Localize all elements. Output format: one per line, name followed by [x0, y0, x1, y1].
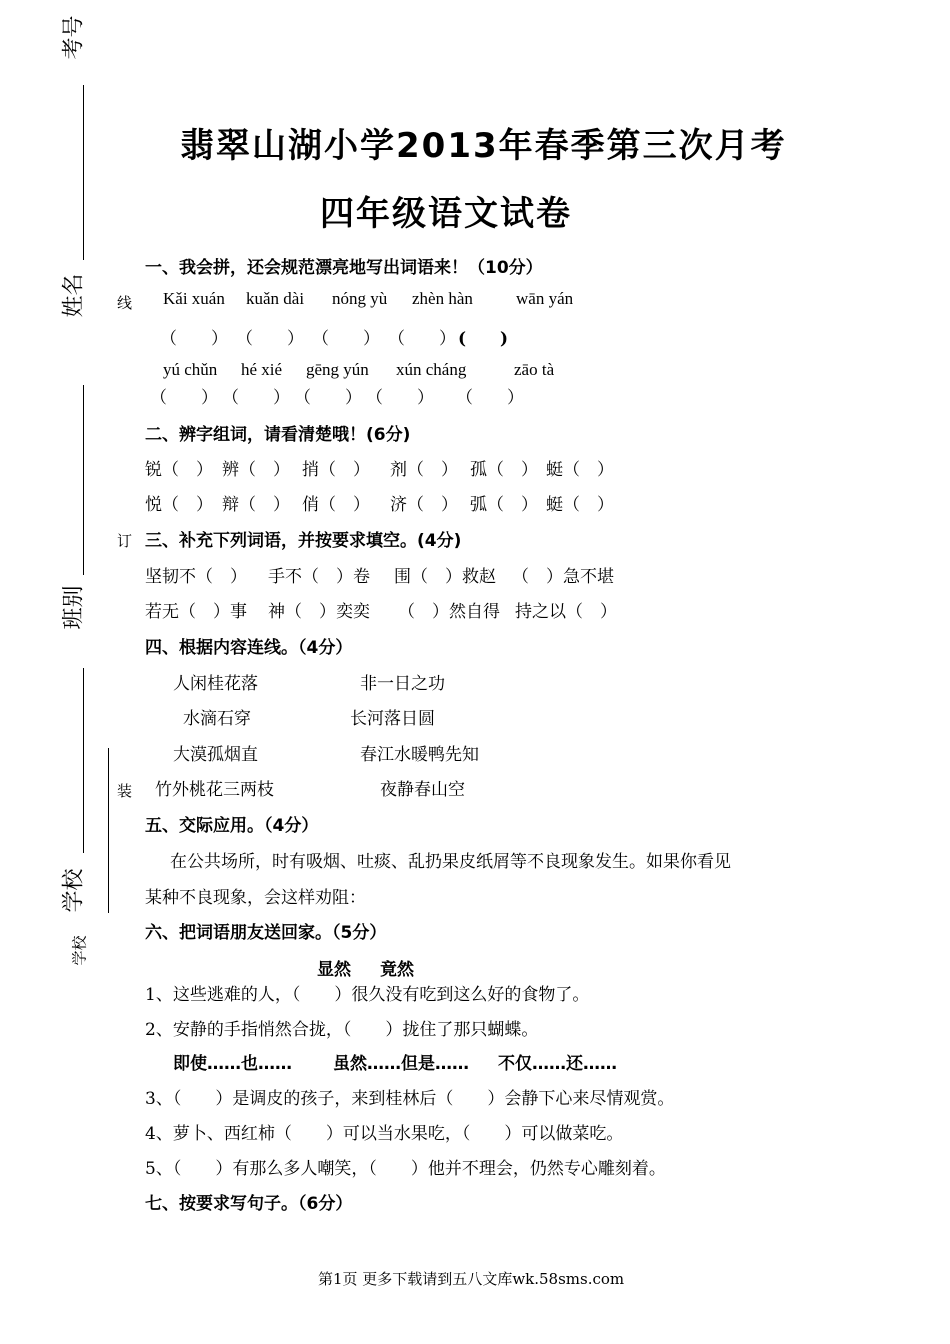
char-row-2 — [145, 490, 614, 515]
section-4-heading: 四、根据内容连线。（4分） — [145, 638, 353, 658]
match-left-item: 水滴石穿 — [183, 709, 251, 729]
blank-row-1 — [160, 324, 508, 349]
answer-blank[interactable]: （ ） — [388, 329, 456, 349]
char-item: 辨（ ） — [222, 460, 290, 480]
answer-blank[interactable]: （ ） — [222, 388, 290, 408]
section-1-heading: 一、我会拼，还会规范漂亮地写出词语来！（10分） — [145, 258, 543, 278]
section-6-heading: 六、把词语朋友送回家。（5分） — [145, 923, 387, 943]
idiom-row-1 — [145, 562, 614, 587]
idiom-item: （ ）急不堪 — [512, 567, 614, 587]
match-right-item: 非一日之功 — [360, 674, 445, 694]
margin-xuexiao-small-label: 学校 — [70, 935, 89, 966]
answer-blank[interactable]: ( ) — [458, 329, 509, 349]
pinyin-item: yú chǔn — [163, 360, 218, 379]
section-5-heading: 五、交际应用。（4分） — [145, 816, 319, 836]
word-choice-1: 显然 — [317, 960, 351, 980]
margin-banbie-label: 班别 — [61, 585, 87, 630]
answer-blank[interactable]: （ ） — [312, 329, 380, 349]
char-item: 弧（ ） — [470, 495, 538, 515]
pinyin-item: kuǎn dài — [246, 289, 305, 308]
word-choice-2: 竟然 — [380, 960, 414, 980]
match-left-item: 大漠孤烟直 — [173, 745, 258, 765]
conjunction-choice-2: 虽然……但是…… — [333, 1054, 469, 1074]
pinyin-item: gēng yún — [306, 360, 369, 379]
question-1: 1、这些逃难的人，（ ）很久没有吃到这么好的食物了。 — [145, 985, 590, 1005]
margin-xingming-line — [83, 385, 84, 575]
char-item: 蜓（ ） — [546, 495, 614, 515]
section-5-text-line-1: 在公共场所，时有吸烟、吐痰、乱扔果皮纸屑等不良现象发生。如果你看见 — [170, 852, 731, 872]
section-5-text-line-2: 某种不良现象，会这样劝阻： — [145, 888, 366, 908]
pinyin-item: wān yán — [516, 289, 574, 308]
idiom-item: （ ）然自得 — [398, 602, 500, 622]
section-2-heading: 二、辨字组词，请看清楚哦！(6分) — [145, 425, 411, 445]
char-item: 俏（ ） — [302, 495, 370, 515]
answer-blank[interactable]: （ ） — [366, 388, 434, 408]
idiom-item: 坚韧不（ ） — [145, 567, 247, 587]
section-3-heading: 三、补充下列词语，并按要求填空。(4分) — [145, 531, 462, 551]
match-right-item: 春江水暖鸭先知 — [360, 745, 479, 765]
idiom-item: 围（ ）救赵 — [394, 567, 496, 587]
char-item: 捎（ ） — [302, 460, 370, 480]
match-left-item: 竹外桃花三两枝 — [155, 780, 274, 800]
pinyin-item: xún cháng — [396, 360, 467, 379]
pinyin-item: zāo tà — [514, 360, 555, 379]
answer-blank[interactable]: （ ） — [456, 388, 524, 408]
char-item: 剂（ ） — [390, 460, 458, 480]
margin-zhuang-mark: 装 — [117, 782, 133, 800]
pinyin-item: nóng yù — [332, 289, 388, 308]
question-5: 5、（ ）有那么多人嘲笑，（ ）他并不理会，仍然专心雕刻着。 — [145, 1159, 666, 1179]
margin-xian-mark: 线 — [117, 294, 133, 312]
match-right-item: 长河落日圆 — [350, 709, 435, 729]
idiom-row-2 — [145, 597, 617, 622]
char-item: 锐（ ） — [145, 460, 213, 480]
margin-xuexiao-label: 学校 — [61, 868, 87, 913]
char-item: 蜓（ ） — [546, 460, 614, 480]
char-item: 济（ ） — [390, 495, 458, 515]
margin-ding-mark: 订 — [117, 532, 133, 550]
blank-row-2 — [150, 383, 524, 408]
answer-blank[interactable]: （ ） — [236, 329, 304, 349]
page-footer: 第1页 更多下载请到五八文库wk.58sms.com — [318, 1270, 625, 1288]
char-item: 孤（ ） — [470, 460, 538, 480]
char-item: 悦（ ） — [145, 495, 213, 515]
question-4: 4、萝卜、西红柿（ ）可以当水果吃，（ ）可以做菜吃。 — [145, 1124, 624, 1144]
page-title: 翡翠山湖小学2013年春季第三次月考 — [180, 126, 787, 166]
pinyin-row-2 — [163, 360, 554, 380]
answer-blank[interactable]: （ ） — [294, 388, 362, 408]
pinyin-item: zhèn hàn — [412, 289, 473, 308]
answer-blank[interactable]: （ ） — [160, 329, 228, 349]
answer-blank[interactable]: （ ） — [150, 388, 218, 408]
match-left-item: 人闲桂花落 — [173, 674, 258, 694]
page-subtitle: 四年级语文试卷 — [320, 194, 572, 234]
question-2: 2、安静的手指悄然合拢，（ ）拢住了那只蝴蝶。 — [145, 1020, 539, 1040]
margin-banbie-line — [83, 668, 84, 853]
question-3: 3、（ ）是调皮的孩子，来到桂林后（ ）会静下心来尽情观赏。 — [145, 1089, 675, 1109]
margin-kaohao-line — [83, 85, 84, 260]
margin-binding-line — [108, 748, 109, 913]
margin-kaohao-label: 考号 — [61, 15, 87, 60]
pinyin-item: Kǎi xuán — [163, 289, 225, 308]
margin-xingming-label: 姓名 — [61, 273, 87, 318]
char-row-1 — [145, 455, 614, 480]
idiom-item: 手不（ ）卷 — [268, 567, 370, 587]
pinyin-row-1 — [163, 289, 573, 309]
section-7-heading: 七、按要求写句子。（6分） — [145, 1194, 353, 1214]
pinyin-item: hé xié — [241, 360, 283, 379]
char-item: 辩（ ） — [222, 495, 290, 515]
conjunction-choice-3: 不仅……还…… — [498, 1054, 617, 1074]
idiom-item: 持之以（ ） — [515, 602, 617, 622]
idiom-item: 神（ ）奕奕 — [268, 602, 370, 622]
idiom-item: 若无（ ）事 — [145, 602, 247, 622]
match-right-item: 夜静春山空 — [380, 780, 465, 800]
conjunction-choice-1: 即使……也…… — [173, 1054, 292, 1074]
